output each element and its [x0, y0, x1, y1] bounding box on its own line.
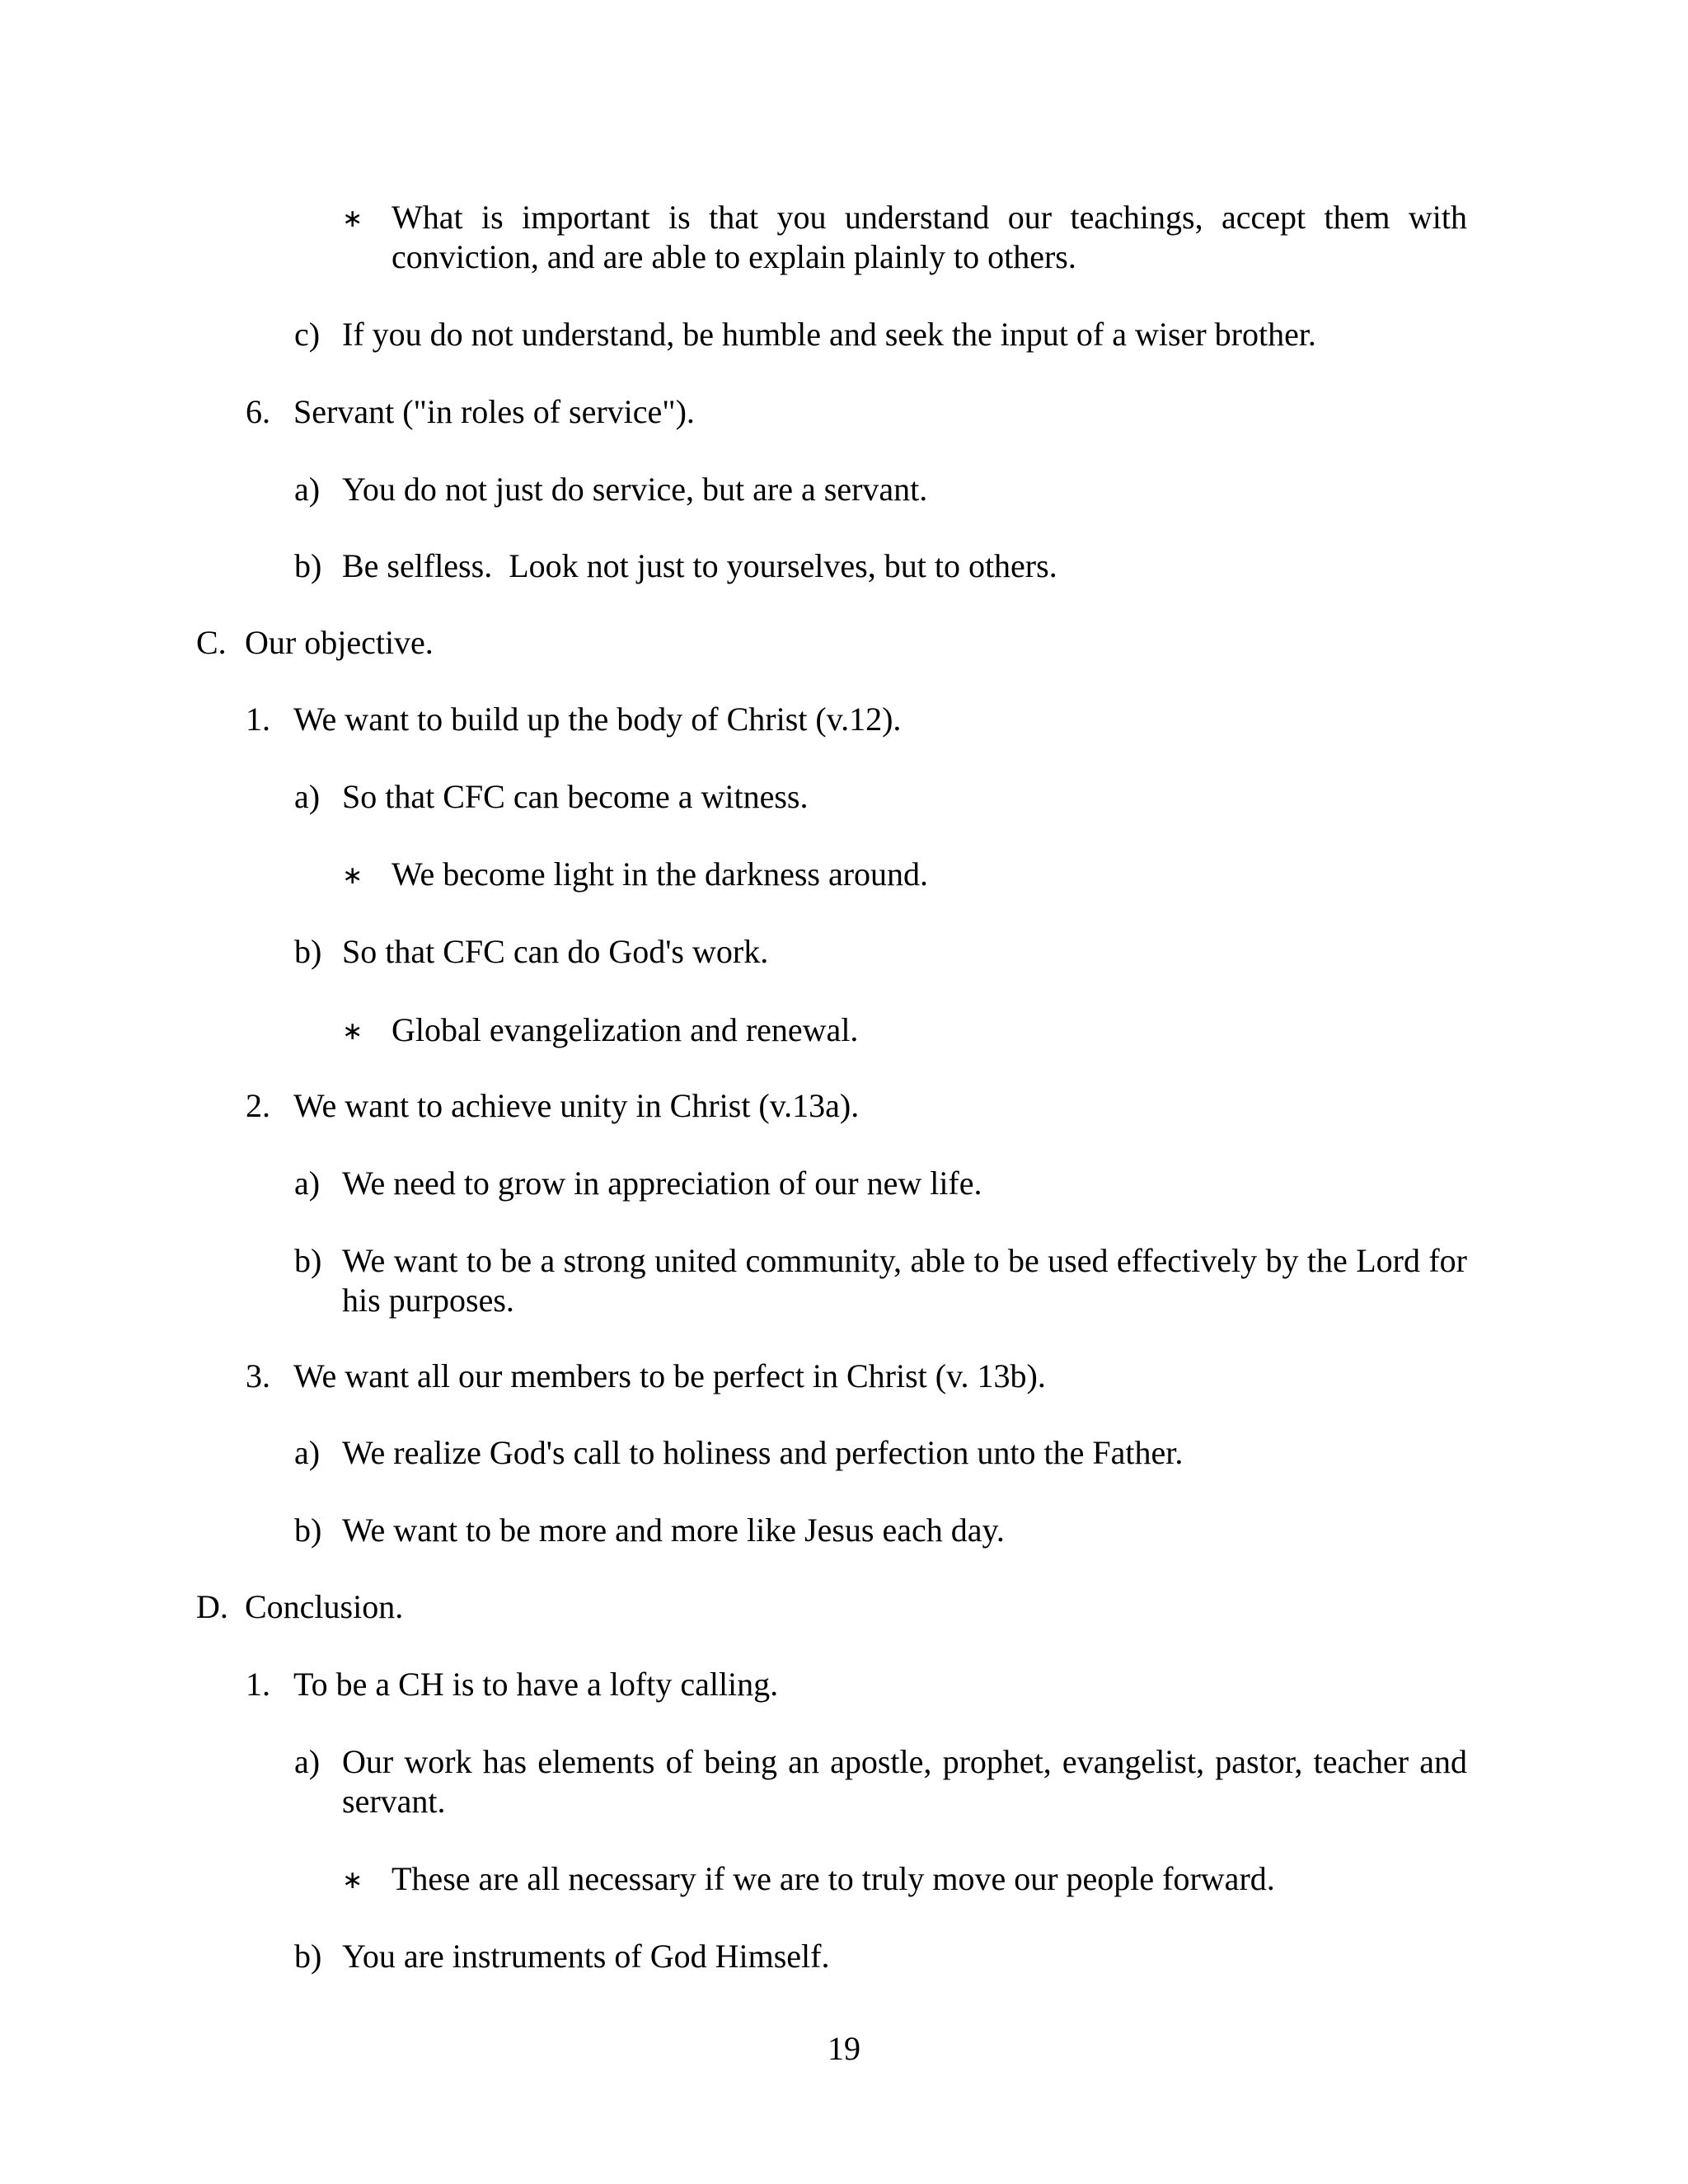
item-text: Our objective. [245, 624, 434, 661]
item-marker: 2. [246, 1087, 270, 1124]
item-marker: a) [294, 1165, 321, 1202]
item-text: We want to build up the body of Christ (v.12). [293, 701, 902, 738]
item-marker: 1. [246, 701, 270, 738]
item-marker: 1. [246, 1666, 270, 1703]
item-text: So that CFC can become a witness. [342, 778, 809, 815]
item-text: You are instruments of God Himself. [342, 1938, 830, 1975]
item-text: We need to grow in appreciation of our new life. [342, 1165, 982, 1202]
item-text: These are all necessary if we are to truly move our people forward. [392, 1860, 1275, 1897]
item-text: We want to be more and more like Jesus each day. [342, 1511, 1005, 1549]
item-text: Servant ("in roles of service"). [293, 393, 695, 430]
item-text: So that CFC can do God's work. [342, 933, 769, 970]
item-text: Be selfless. Look not just to yourselves, but to others. [342, 547, 1057, 584]
item-text: Conclusion. [245, 1588, 404, 1625]
item-text: Global evangelization and renewal. [392, 1011, 859, 1048]
item-marker: b) [294, 933, 322, 970]
item-marker: 3. [246, 1357, 270, 1394]
item-marker: b) [294, 1938, 322, 1975]
item-text: To be a CH is to have a lofty calling. [293, 1666, 779, 1703]
asterisk-bullet-icon: ∗ [342, 1866, 363, 1895]
item-marker: 6. [246, 393, 270, 430]
item-marker: a) [294, 778, 321, 815]
asterisk-bullet-icon: ∗ [342, 861, 363, 890]
item-marker: b) [294, 1511, 322, 1549]
asterisk-bullet-icon: ∗ [342, 1017, 363, 1046]
item-marker: D. [196, 1588, 228, 1625]
item-text: Our work has elements of being an apostle, prophet, evangelist, pastor, teacher and servant. [342, 1743, 1467, 1820]
item-text: We want to achieve unity in Christ (v.13a). [293, 1087, 860, 1124]
asterisk-bullet-icon: ∗ [342, 204, 363, 233]
item-marker: c) [294, 316, 321, 353]
item-marker: b) [294, 1242, 322, 1279]
item-text: We want all our members to be perfect in Christ (v. 13b). [293, 1357, 1046, 1394]
page-number: 19 [828, 2030, 860, 2067]
item-marker: C. [196, 624, 227, 661]
item-text: We realize God's call to holiness and perfection unto the Father. [342, 1434, 1184, 1471]
item-text: If you do not understand, be humble and seek the input of a wiser brother. [342, 316, 1316, 353]
item-text: We become light in the darkness around. [392, 855, 929, 893]
item-text: You do not just do service, but are a servant. [342, 471, 928, 508]
item-text: We want to be a strong united community, able to be used effectively by the Lord for his purposes. [342, 1242, 1467, 1319]
item-text: What is important is that you understand our teachings, accept them with conviction, and are able to explain plainly to others. [392, 199, 1467, 275]
item-marker: a) [294, 1743, 321, 1780]
item-marker: a) [294, 1434, 321, 1471]
item-marker: b) [294, 547, 322, 584]
item-marker: a) [294, 471, 321, 508]
